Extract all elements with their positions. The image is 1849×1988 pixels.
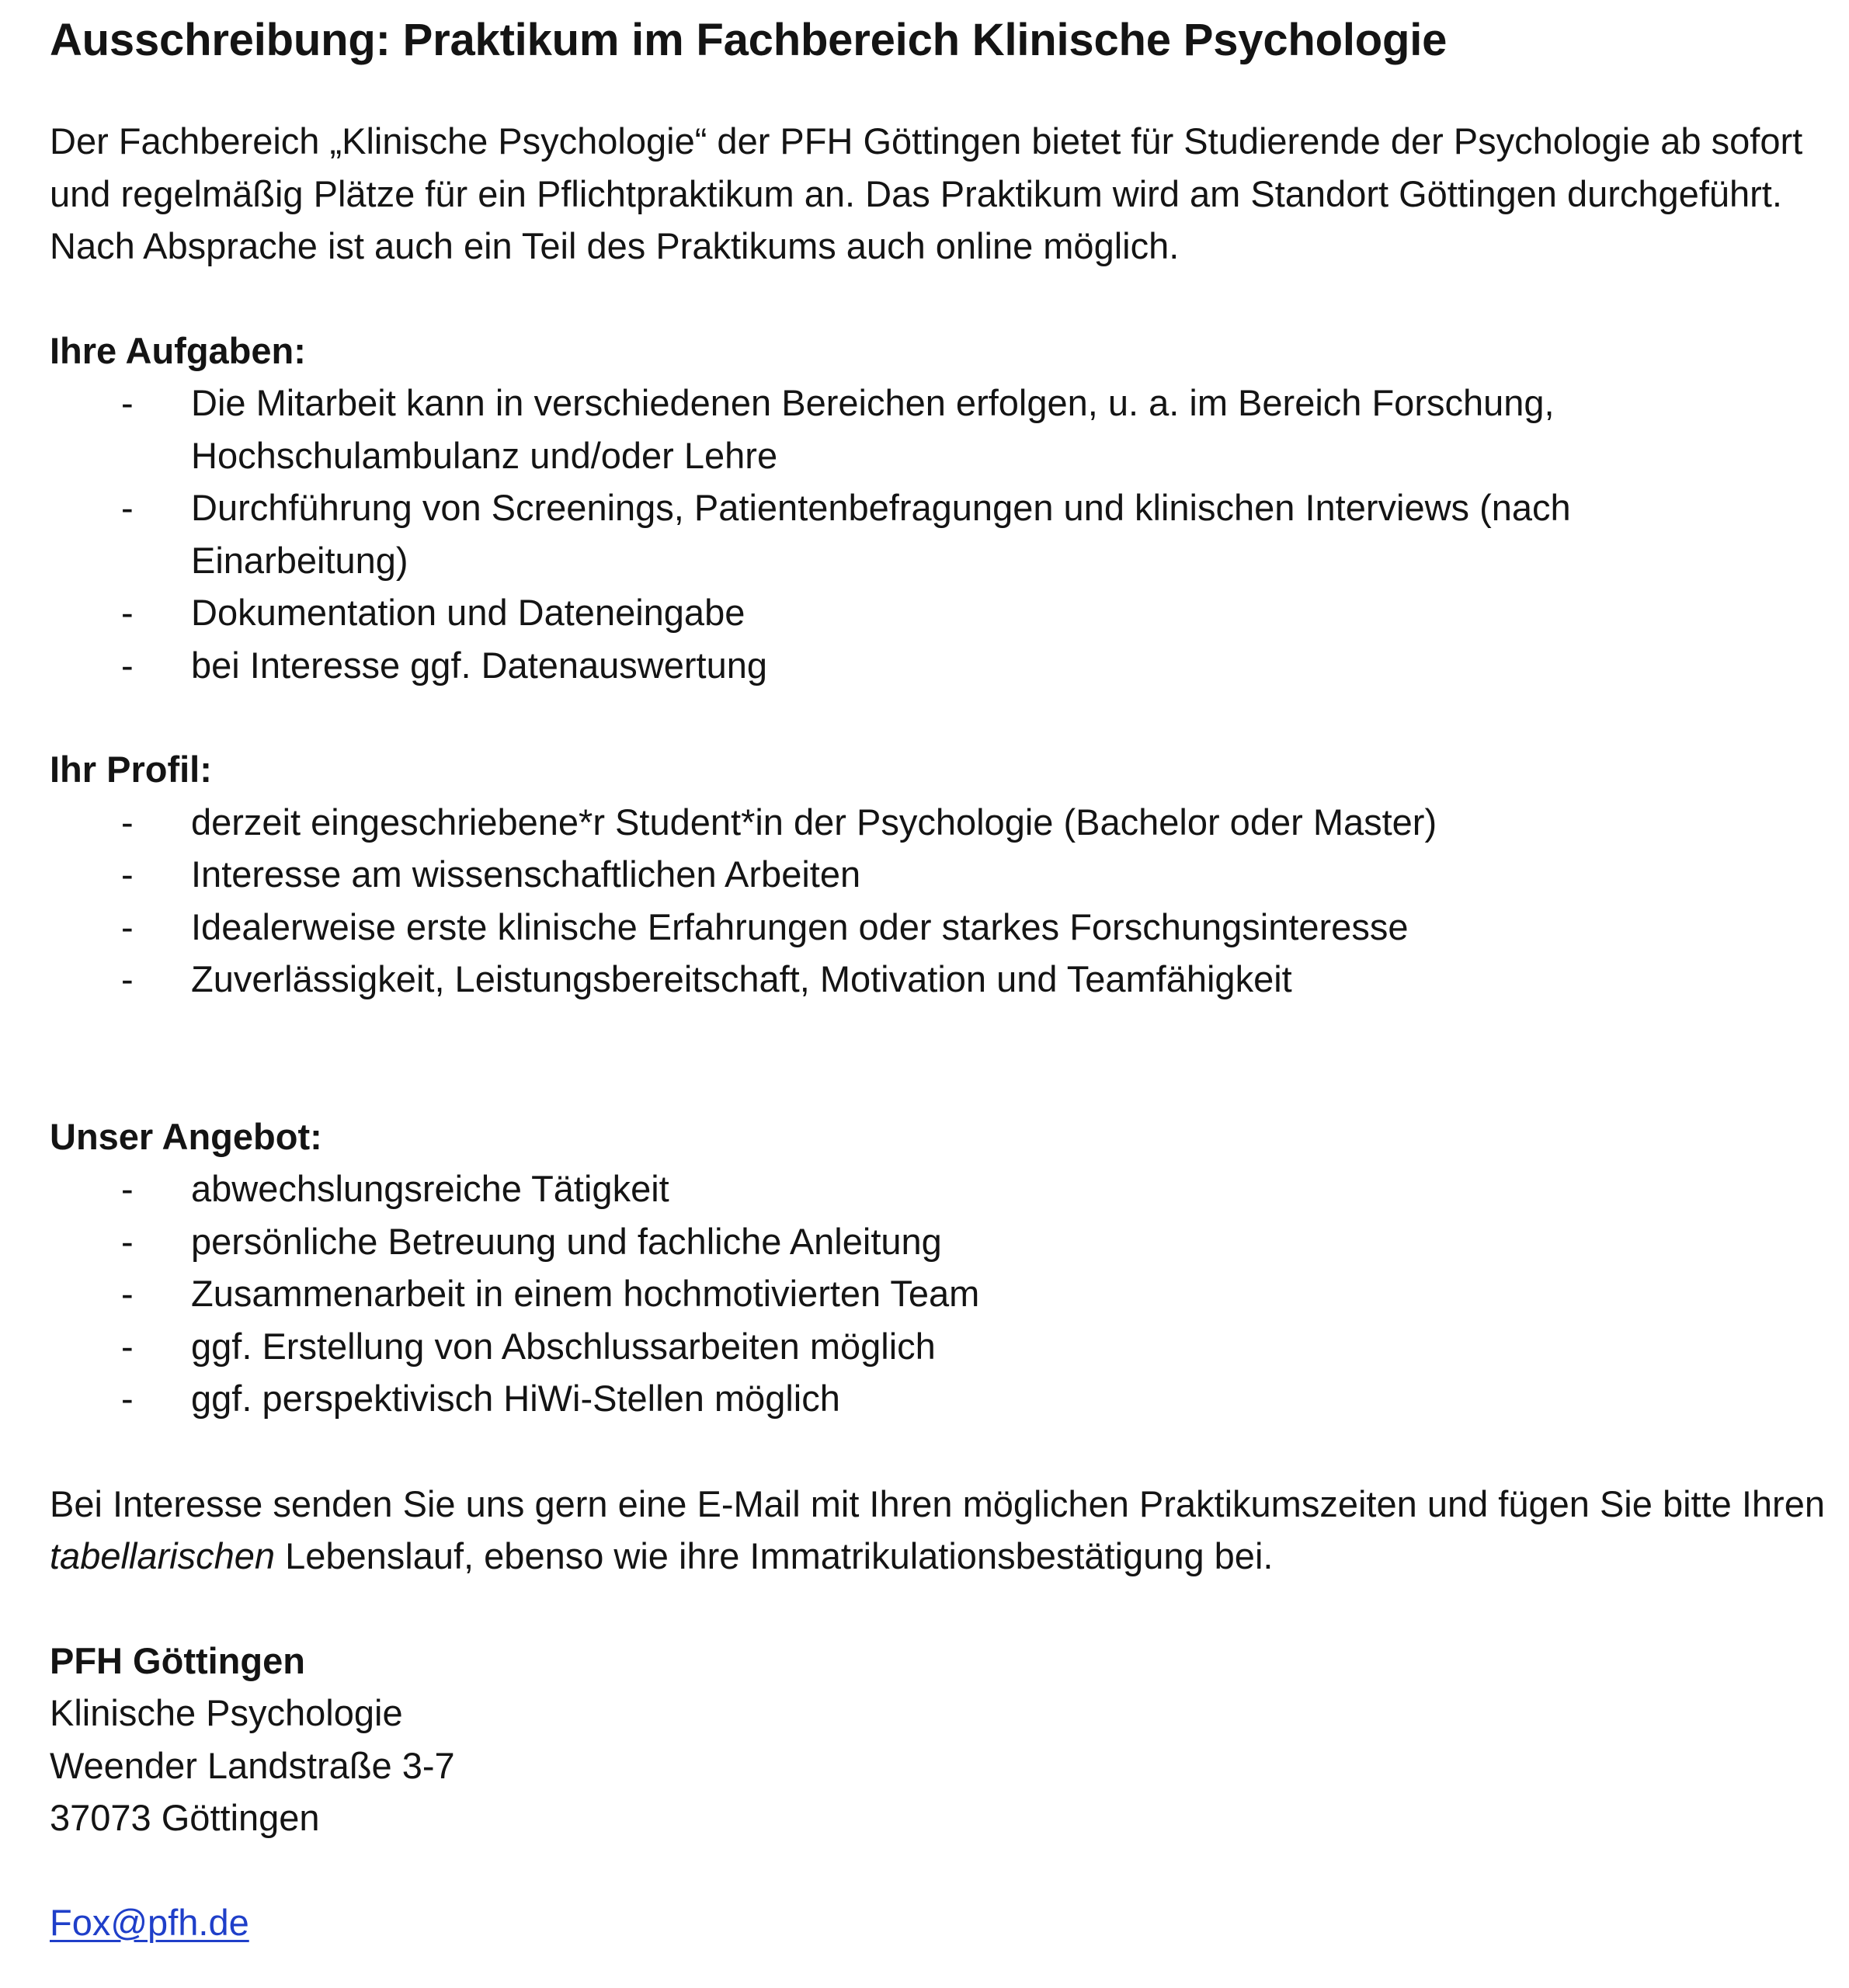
page-title: Ausschreibung: Praktikum im Fachbereich Klinische Psychologie — [50, 15, 1448, 65]
dash-bullet: - — [121, 1325, 134, 1367]
list-item — [50, 1267, 1744, 1320]
list-item — [50, 1215, 1744, 1268]
dash-bullet: - — [121, 382, 134, 423]
list-item-text: Die Mitarbeit kann in verschiedenen Bereichen erfolgen, u. a. im Bereich Forschung, Hochschulambulanz und/oder Lehre — [191, 382, 1555, 476]
list-item — [50, 377, 1744, 481]
email-link[interactable]: Fox@pfh.de — [50, 1901, 249, 1943]
dash-bullet: - — [121, 1273, 134, 1314]
closing-emphasis: tabellarischen — [50, 1535, 276, 1576]
contact-city: 37073 Göttingen — [50, 1797, 320, 1838]
contact-address — [50, 1635, 1849, 1844]
list-item-text: Zusammenarbeit in einem hochmotivierten Team — [191, 1273, 980, 1314]
dash-bullet: - — [121, 644, 134, 686]
tasks-heading: Ihre Aufgaben: — [50, 329, 306, 371]
dash-bullet: - — [121, 592, 134, 633]
list-item-text: Zuverlässigkeit, Leistungsbereitschaft, Motivation und Teamfähigkeit — [191, 958, 1292, 999]
closing-text-before: Bei Interesse senden Sie uns gern eine E-Mail mit Ihren möglichen Praktikumszeiten und fügen Sie bitte Ihren — [50, 1482, 1825, 1524]
list-item-text: abwechslungsreiche Tätigkeit — [191, 1168, 669, 1209]
list-item-text: ggf. Erstellung von Abschlussarbeiten möglich — [191, 1325, 936, 1367]
profile-heading: Ihr Profil: — [50, 749, 212, 790]
contact-org: PFH Göttingen — [50, 1639, 305, 1681]
dash-bullet: - — [121, 1220, 134, 1262]
contact-street: Weender Landstraße 3-7 — [50, 1744, 455, 1786]
list-item — [50, 639, 1744, 692]
list-item-text: Durchführung von Screenings, Patientenbefragungen und klinischen Interviews (nach Einarbeitung) — [191, 487, 1571, 581]
list-item — [50, 848, 1744, 901]
profile-list — [50, 796, 1849, 1006]
dash-bullet: - — [121, 905, 134, 947]
list-item-text: ggf. perspektivisch HiWi-Stellen möglich — [191, 1378, 840, 1419]
list-item — [50, 953, 1744, 1006]
list-item — [50, 901, 1744, 954]
dash-bullet: - — [121, 487, 134, 528]
list-item-text: Dokumentation und Dateneingabe — [191, 592, 746, 633]
tasks-list — [50, 377, 1849, 691]
list-item — [50, 1163, 1744, 1215]
list-item-text: Interesse am wissenschaftlichen Arbeiten — [191, 853, 861, 895]
dash-bullet: - — [121, 958, 134, 999]
contact-department: Klinische Psychologie — [50, 1692, 403, 1733]
list-item — [50, 586, 1744, 639]
intro-paragraph: Der Fachbereich „Klinische Psychologie“ der PFH Göttingen bietet für Studierende der Psychologie ab sofort und regelmäßig Plätze für ein Pflichtpraktikum an. Das Praktikum wird am Standort Göttingen durchgeführt. Nach Absprache ist auch ein Teil des Praktikums auch online möglich. — [50, 120, 1803, 266]
list-item — [50, 1320, 1744, 1373]
list-item — [50, 1372, 1744, 1425]
list-item — [50, 796, 1744, 849]
list-item-text: derzeit eingeschriebene*r Student*in der Psychologie (Bachelor oder Master) — [191, 801, 1437, 843]
offer-heading: Unser Angebot: — [50, 1115, 322, 1157]
dash-bullet: - — [121, 1378, 134, 1419]
dash-bullet: - — [121, 801, 134, 843]
closing-paragraph — [50, 1478, 1828, 1583]
offer-list — [50, 1163, 1849, 1425]
list-item — [50, 481, 1744, 586]
list-item-text: persönliche Betreuung und fachliche Anleitung — [191, 1220, 942, 1262]
list-item-text: bei Interesse ggf. Datenauswertung — [191, 644, 768, 686]
dash-bullet: - — [121, 1168, 134, 1209]
list-item-text: Idealerweise erste klinische Erfahrungen oder starkes Forschungsinteresse — [191, 905, 1409, 947]
closing-text-after: Lebenslauf, ebenso wie ihre Immatrikulationsbestätigung bei. — [275, 1535, 1274, 1576]
dash-bullet: - — [121, 853, 134, 895]
